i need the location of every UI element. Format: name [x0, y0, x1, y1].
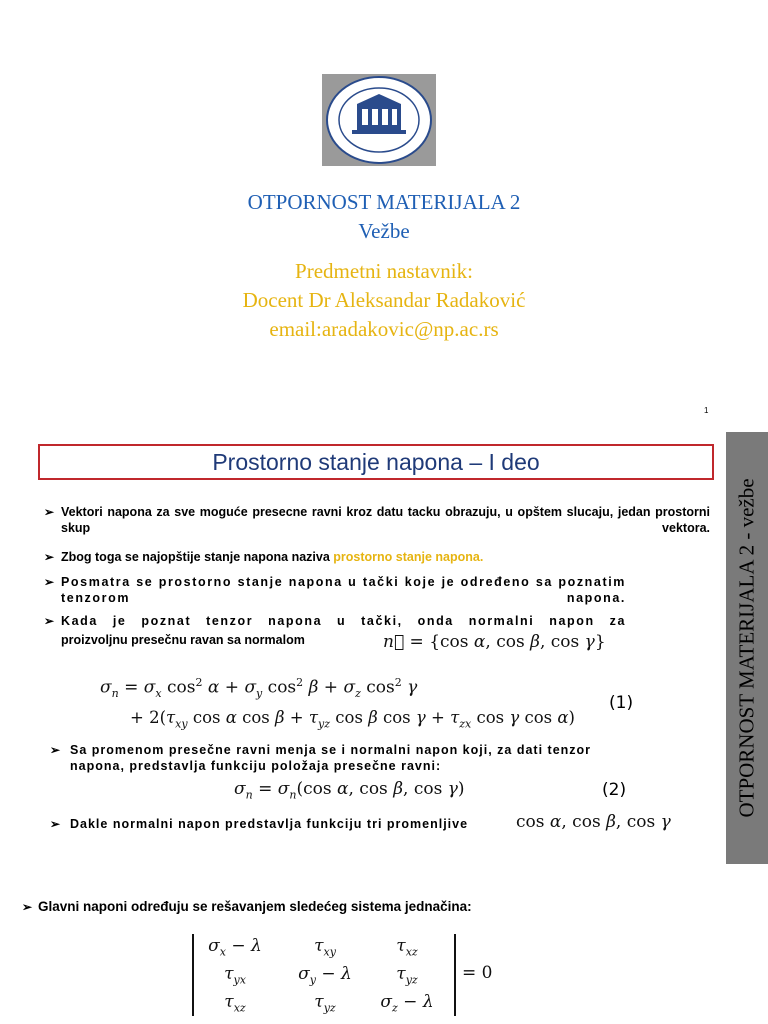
- matrix-cell: $\tau_{yz}$: [396, 964, 418, 987]
- teacher-name: Docent Dr Aleksandar Radaković: [242, 288, 526, 312]
- bullet-position: [50, 742, 610, 774]
- equation-1-line2: + $2(\tau_{xy}$ cos α $\cos \beta + \tau_{yz}$ cos β $\cos \gamma + \tau_{zx}$ cos γ cos α): [130, 708, 575, 731]
- slide-sidebar: [726, 432, 768, 864]
- arrow-bullet-icon: ➢: [44, 505, 55, 519]
- matrix-cell: $\tau_{xy}$: [314, 936, 336, 959]
- bullet-text: Dakle normalni napon predstavlja funkciju tri promenljive: [70, 817, 469, 831]
- bullet-text: Zbog toga se najopštije stanje napona naziva: [61, 550, 334, 564]
- matrix-cell: $\tau_{xz}$: [396, 936, 418, 959]
- bullet-text: Sa promenom presečne ravni menja se i normalni napon koji, za dati tenzor napona, predstavlja funkciju položaja presečne ravni:: [70, 743, 592, 773]
- arrow-bullet-icon: ➢: [44, 575, 55, 589]
- determinant-left-bar: [192, 934, 194, 1016]
- matrix-cell: $\tau_{xz}$: [224, 992, 246, 1015]
- teacher-email: email:aradakovic@np.ac.rs: [269, 317, 499, 341]
- highlighted-term: prostorno stanje napona.: [333, 550, 484, 564]
- page-number: 1: [704, 406, 709, 415]
- course-title: OTPORNOST MATERIJALA 2: [247, 190, 521, 214]
- arrow-bullet-icon: ➢: [22, 900, 33, 914]
- bullet-three-variables: [50, 816, 520, 832]
- bullet-text-line2: proizvoljnu presečnu ravan sa normalom: [61, 633, 305, 647]
- equation-1-number: (1): [609, 693, 634, 713]
- equation-2: $\sigma_n = \sigma_n(\cos$ α, cos β, cos γ): [234, 779, 465, 802]
- matrix-cell: $\sigma_x - \lambda$: [208, 936, 262, 959]
- university-logo: [322, 74, 436, 166]
- bullet-normal-stress-line2: [44, 632, 404, 648]
- course-subtitle: Vežbe: [358, 219, 410, 243]
- equation-2-number: (2): [602, 780, 627, 800]
- bullet-principal-stresses: [22, 899, 622, 915]
- matrix-cell: $\tau_{yz}$: [314, 992, 336, 1015]
- bullet-text: Posmatra se prostorno stanje napona u tački koje je određeno sa poznatim tenzorom napona.: [61, 575, 626, 605]
- determinant-equals-zero: = 0: [462, 963, 493, 983]
- arrow-bullet-icon: ➢: [50, 817, 62, 831]
- equation-1-line1: $\sigma_n = \sigma_x$ $\cos^2 \alpha + \sigma_y$ $\cos^2 \beta + \sigma_z$ $\cos^2 \gamma$: [100, 676, 418, 701]
- matrix-cell: $\tau_{yx}$: [224, 964, 246, 987]
- bullet-spatial-state: [44, 549, 710, 565]
- university-seal-icon: [322, 74, 436, 166]
- bullet-text-line1: Kada je poznat tenzor napona u tački, onda normalni napon za: [61, 614, 626, 628]
- bullet-vectors: [44, 504, 710, 536]
- arrow-bullet-icon: ➢: [44, 550, 55, 564]
- slide-title: Prostorno stanje napona – I deo: [212, 448, 540, 475]
- sidebar-text: OTPORNOST MATERIJALA 2 - vežbe: [734, 478, 759, 818]
- normal-vector-formula: n⃗ = {cos α, cos β, cos γ}: [383, 632, 606, 652]
- bullet-text: Glavni naponi određuju se rešavanjem sledećeg sistema jednačina:: [38, 899, 472, 914]
- matrix-cell: $\sigma_z - \lambda$: [380, 992, 434, 1015]
- teacher-label: Predmetni nastavnik:: [295, 259, 473, 283]
- arrow-bullet-icon: ➢: [50, 743, 62, 757]
- determinant-right-bar: [454, 934, 456, 1016]
- determinant-matrix: [195, 934, 453, 1024]
- slide-title-box: [38, 444, 714, 480]
- bullet-normal-stress: [44, 613, 626, 629]
- three-variables-formula: cos α, cos β, cos γ: [516, 812, 671, 832]
- matrix-cell: $\sigma_y - \lambda$: [298, 964, 352, 987]
- arrow-bullet-icon: ➢: [44, 614, 55, 628]
- bullet-tensor: [44, 574, 626, 606]
- bullet-text: Vektori napona za sve moguće presecne ravni kroz datu tacku obrazuju, u opštem slucaju, jedan prostorni skup vektora.: [61, 505, 710, 535]
